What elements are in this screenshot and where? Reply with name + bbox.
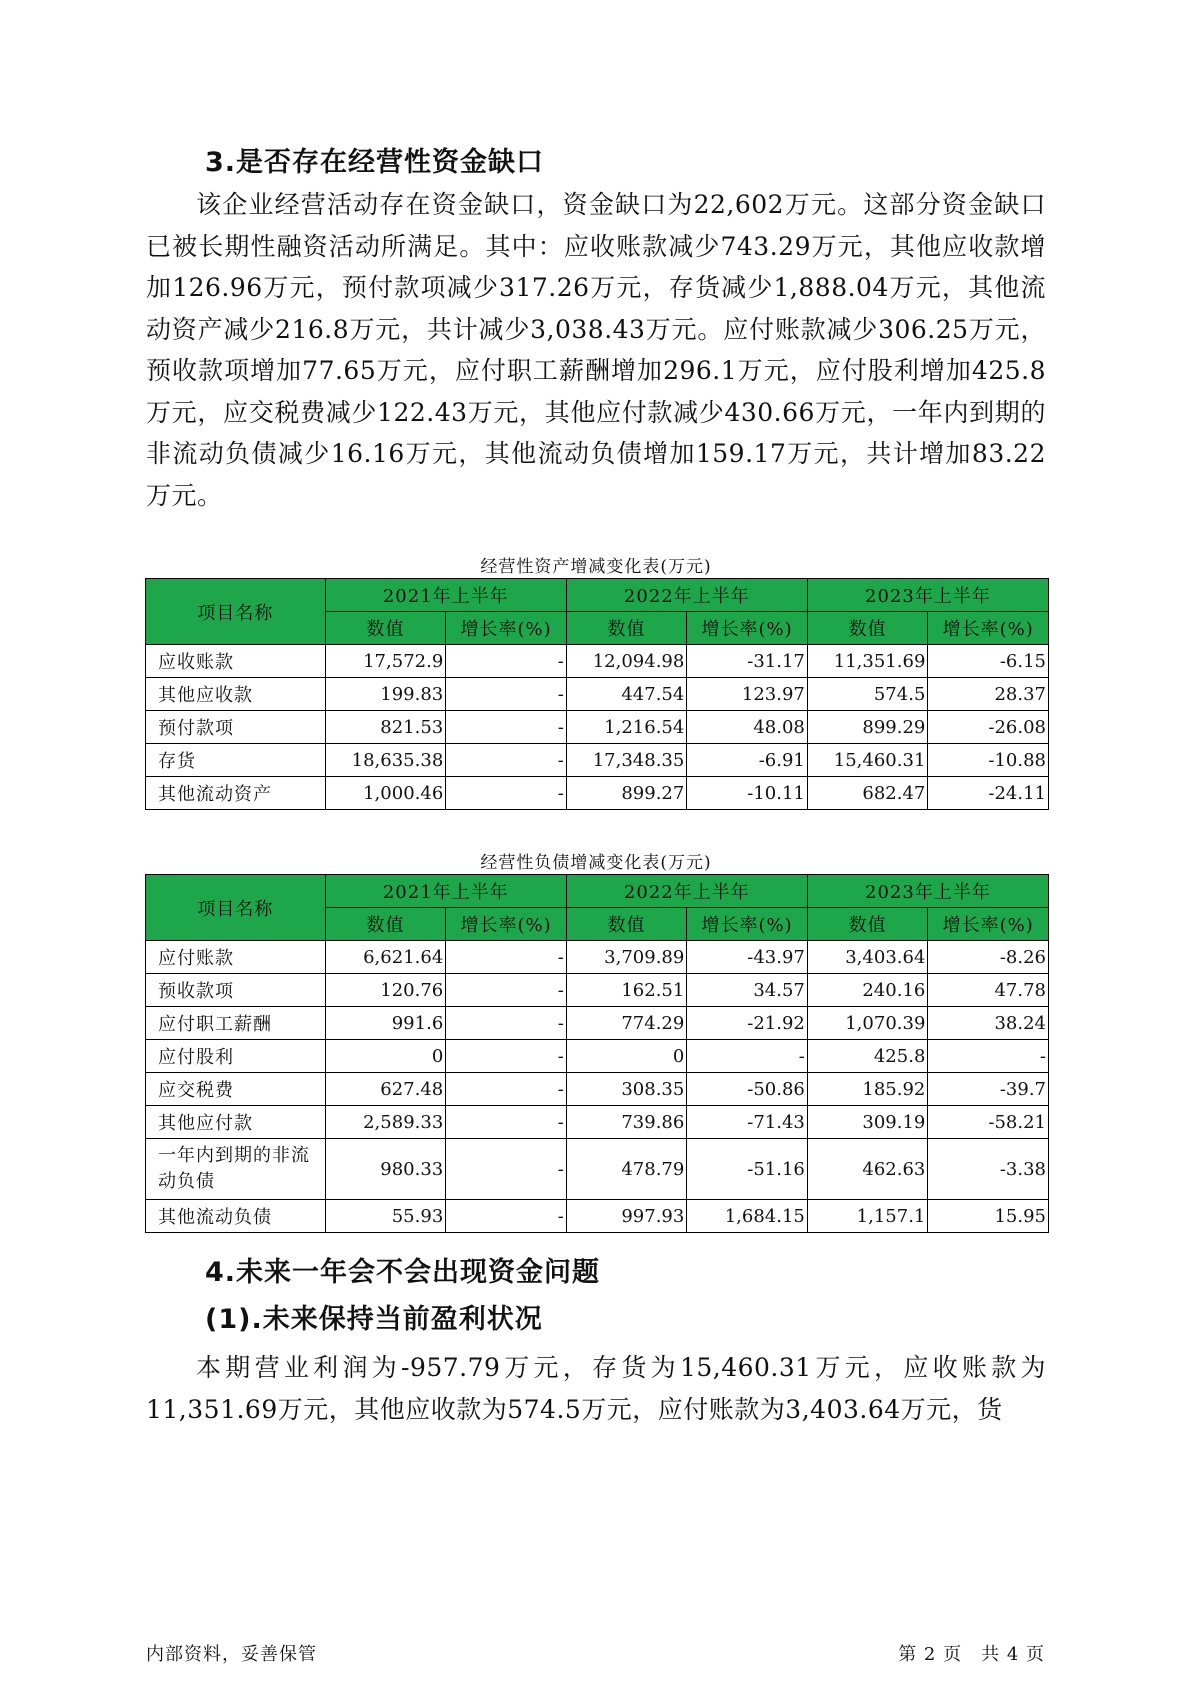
row-label: 预收款项: [146, 974, 326, 1007]
header-value: 数值: [566, 612, 687, 645]
cell-growth-2021: -: [446, 1007, 567, 1040]
table-row: [146, 1073, 1049, 1106]
row-label: 其他应收款: [146, 678, 326, 711]
cell-growth-2021: -: [446, 1073, 567, 1106]
cell-value-2023: 682.47: [807, 777, 928, 810]
cell-growth-2021: -: [446, 777, 567, 810]
row-label: 其他流动资产: [146, 777, 326, 810]
cell-value-2023: 899.29: [807, 711, 928, 744]
cell-growth-2022: 48.08: [687, 711, 808, 744]
section-3-paragraph: 该企业经营活动存在资金缺口，资金缺口为22,602万元。这部分资金缺口已被长期性融资活动所满足。其中：应收账款减少743.29万元，其他应收款增加126.96万元，预付款项减少317.26万元，存货减少1,888.04万元，其他流动资产减少216.8万元，共计减少3,038.43万元。应付账款减少306.25万元，预收款项增加77.65万元，应付职工薪酬增加296.1万元，应付股利增加425.8万元，应交税费减少122.43万元，其他应付款减少430.66万元，一年内到期的非流动负债减少16.16万元，其他流动负债增加159.17万元，共计增加83.22万元。: [146, 190, 1046, 510]
cell-growth-2023: -6.15: [928, 645, 1049, 678]
row-label: 应付职工薪酬: [146, 1007, 326, 1040]
section-4-heading: 4.未来一年会不会出现资金问题: [205, 1257, 601, 1288]
cell-value-2022: 899.27: [566, 777, 687, 810]
cell-value-2023: 1,070.39: [807, 1007, 928, 1040]
cell-growth-2022: -51.16: [687, 1139, 808, 1200]
cell-value-2022: 3,709.89: [566, 941, 687, 974]
header-value: 数值: [807, 908, 928, 941]
table-row: [146, 678, 1049, 711]
header-period: 2022年上半年: [566, 875, 807, 908]
header-item-name: 项目名称: [146, 579, 326, 645]
cell-value-2023: 309.19: [807, 1106, 928, 1139]
liabilities-table-caption: 经营性负债增减变化表(万元): [480, 853, 712, 873]
header-value: 数值: [325, 908, 446, 941]
cell-growth-2022: -6.91: [687, 744, 808, 777]
cell-value-2023: 3,403.64: [807, 941, 928, 974]
cell-growth-2023: -3.38: [928, 1139, 1049, 1200]
cell-growth-2022: -31.17: [687, 645, 808, 678]
cell-growth-2022: 1,684.15: [687, 1200, 808, 1233]
cell-value-2023: 11,351.69: [807, 645, 928, 678]
cell-value-2021: 1,000.46: [325, 777, 446, 810]
cell-value-2021: 18,635.38: [325, 744, 446, 777]
header-growth: 增长率(%): [446, 612, 567, 645]
cell-growth-2022: -10.11: [687, 777, 808, 810]
cell-growth-2023: -: [928, 1040, 1049, 1073]
cell-value-2022: 997.93: [566, 1200, 687, 1233]
cell-growth-2021: -: [446, 744, 567, 777]
header-period: 2022年上半年: [566, 579, 807, 612]
cell-value-2022: 308.35: [566, 1073, 687, 1106]
cell-growth-2021: -: [446, 974, 567, 1007]
cell-value-2022: 12,094.98: [566, 645, 687, 678]
table-row: [146, 1200, 1049, 1233]
cell-growth-2022: -50.86: [687, 1073, 808, 1106]
table-row: [146, 711, 1049, 744]
cell-growth-2021: -: [446, 941, 567, 974]
row-label: 其他应付款: [146, 1106, 326, 1139]
cell-value-2021: 2,589.33: [325, 1106, 446, 1139]
cell-value-2022: 478.79: [566, 1139, 687, 1200]
section-3-heading: 3.是否存在经营性资金缺口: [205, 147, 545, 178]
header-growth: 增长率(%): [687, 908, 808, 941]
row-label: 应收账款: [146, 645, 326, 678]
header-period: 2023年上半年: [807, 875, 1048, 908]
cell-value-2023: 462.63: [807, 1139, 928, 1200]
row-label: 应付账款: [146, 941, 326, 974]
cell-growth-2023: 15.95: [928, 1200, 1049, 1233]
section-4-subheading: (1).未来保持当前盈利状况: [205, 1304, 543, 1335]
cell-value-2023: 425.8: [807, 1040, 928, 1073]
cell-growth-2022: -71.43: [687, 1106, 808, 1139]
cell-value-2022: 162.51: [566, 974, 687, 1007]
cell-value-2021: 991.6: [325, 1007, 446, 1040]
row-label: 应付股利: [146, 1040, 326, 1073]
cell-value-2023: 185.92: [807, 1073, 928, 1106]
cell-growth-2022: 34.57: [687, 974, 808, 1007]
cell-growth-2021: -: [446, 1106, 567, 1139]
header-period: 2021年上半年: [325, 875, 566, 908]
cell-growth-2021: -: [446, 645, 567, 678]
footer-page-number: 第 2 页 共 4 页: [898, 1644, 1045, 1665]
row-label: 一年内到期的非流动负债: [146, 1139, 326, 1200]
cell-value-2021: 120.76: [325, 974, 446, 1007]
header-item-name: 项目名称: [146, 875, 326, 941]
table-row: [146, 974, 1049, 1007]
header-growth: 增长率(%): [928, 908, 1049, 941]
header-growth: 增长率(%): [687, 612, 808, 645]
table-row: [146, 1139, 1049, 1200]
cell-value-2021: 17,572.9: [325, 645, 446, 678]
liabilities-table: [145, 874, 1049, 1233]
cell-value-2022: 774.29: [566, 1007, 687, 1040]
cell-growth-2021: -: [446, 711, 567, 744]
row-label: 存货: [146, 744, 326, 777]
cell-value-2021: 980.33: [325, 1139, 446, 1200]
cell-growth-2023: -10.88: [928, 744, 1049, 777]
cell-growth-2021: -: [446, 1139, 567, 1200]
header-value: 数值: [566, 908, 687, 941]
cell-value-2022: 0: [566, 1040, 687, 1073]
cell-value-2022: 1,216.54: [566, 711, 687, 744]
cell-growth-2021: -: [446, 1040, 567, 1073]
cell-growth-2023: -39.7: [928, 1073, 1049, 1106]
cell-growth-2023: 47.78: [928, 974, 1049, 1007]
cell-value-2022: 739.86: [566, 1106, 687, 1139]
cell-growth-2023: -58.21: [928, 1106, 1049, 1139]
section-4-paragraph: 本期营业利润为-957.79万元，存货为15,460.31万元，应收账款为11,351.69万元，其他应收款为574.5万元，应付账款为3,403.64万元，货: [146, 1353, 1046, 1424]
cell-value-2023: 240.16: [807, 974, 928, 1007]
cell-value-2023: 574.5: [807, 678, 928, 711]
cell-growth-2021: -: [446, 1200, 567, 1233]
row-label: 预付款项: [146, 711, 326, 744]
cell-value-2022: 17,348.35: [566, 744, 687, 777]
row-label: 其他流动负债: [146, 1200, 326, 1233]
cell-value-2021: 0: [325, 1040, 446, 1073]
table-row: [146, 777, 1049, 810]
cell-growth-2022: 123.97: [687, 678, 808, 711]
cell-growth-2021: -: [446, 678, 567, 711]
table-row: [146, 744, 1049, 777]
cell-value-2022: 447.54: [566, 678, 687, 711]
cell-growth-2023: 28.37: [928, 678, 1049, 711]
table-row: [146, 1007, 1049, 1040]
cell-value-2021: 199.83: [325, 678, 446, 711]
cell-growth-2022: -21.92: [687, 1007, 808, 1040]
header-growth: 增长率(%): [446, 908, 567, 941]
table-row: [146, 1106, 1049, 1139]
cell-growth-2023: -8.26: [928, 941, 1049, 974]
cell-growth-2022: -: [687, 1040, 808, 1073]
table-row: [146, 645, 1049, 678]
cell-value-2021: 6,621.64: [325, 941, 446, 974]
cell-value-2023: 15,460.31: [807, 744, 928, 777]
footer-confidential-note: 内部资料，妥善保管: [146, 1644, 317, 1665]
header-growth: 增长率(%): [928, 612, 1049, 645]
row-label: 应交税费: [146, 1073, 326, 1106]
cell-growth-2023: 38.24: [928, 1007, 1049, 1040]
header-value: 数值: [325, 612, 446, 645]
assets-table: [145, 578, 1049, 810]
table-row: [146, 1040, 1049, 1073]
cell-growth-2022: -43.97: [687, 941, 808, 974]
header-period: 2021年上半年: [325, 579, 566, 612]
cell-value-2021: 821.53: [325, 711, 446, 744]
cell-growth-2023: -26.08: [928, 711, 1049, 744]
cell-value-2021: 627.48: [325, 1073, 446, 1106]
table-row: [146, 941, 1049, 974]
header-value: 数值: [807, 612, 928, 645]
cell-growth-2023: -24.11: [928, 777, 1049, 810]
header-period: 2023年上半年: [807, 579, 1048, 612]
assets-table-caption: 经营性资产增减变化表(万元): [480, 557, 712, 577]
cell-value-2021: 55.93: [325, 1200, 446, 1233]
cell-value-2023: 1,157.1: [807, 1200, 928, 1233]
